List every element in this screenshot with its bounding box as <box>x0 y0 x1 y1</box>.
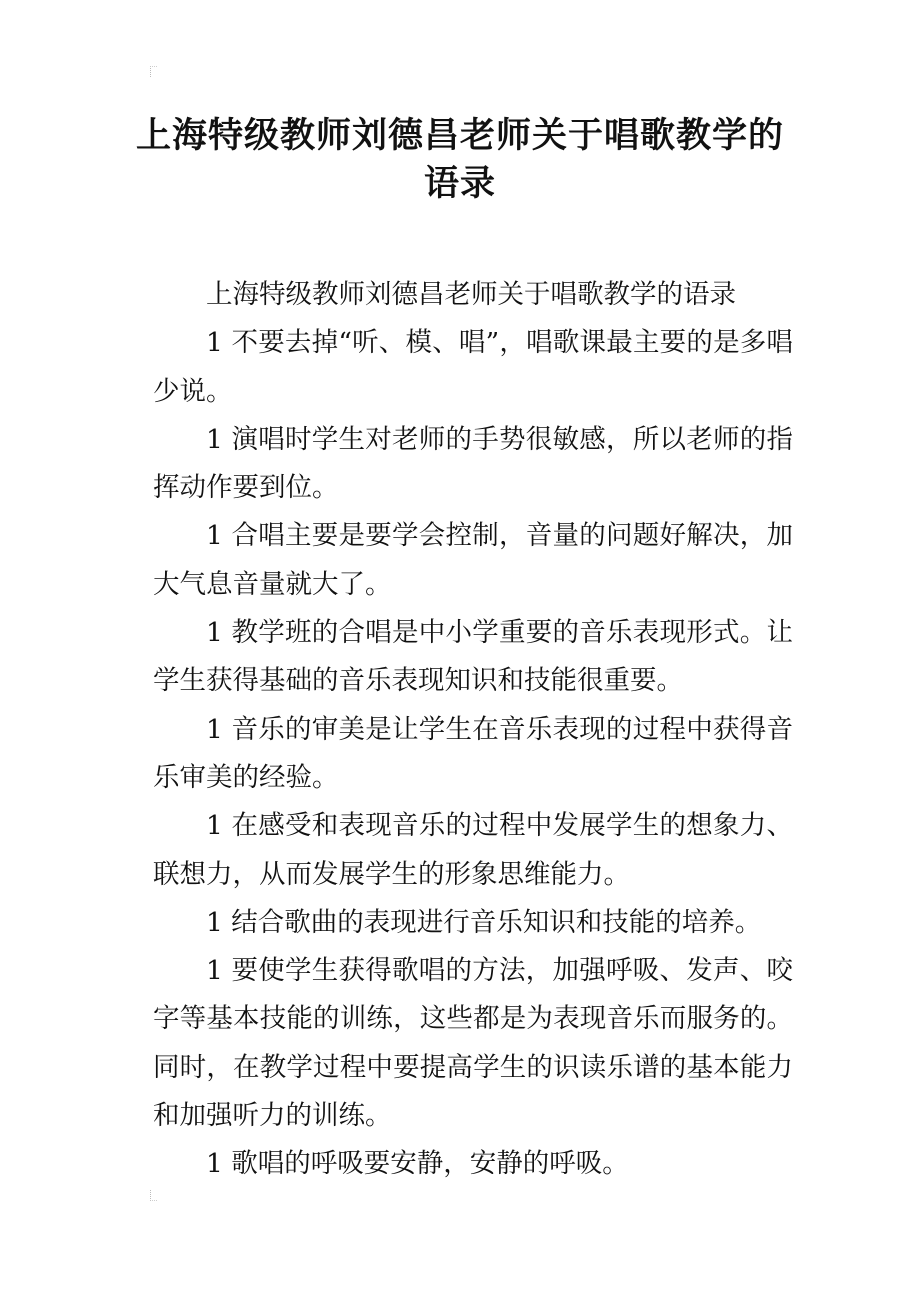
paragraph: 1 歌唱的呼吸要安静，安静的呼吸。 <box>206 1148 629 1180</box>
paragraph: 1 在感受和表现音乐的过程中发展学生的想象力、联想力，从而发展学生的形象思维能力。 <box>153 810 793 890</box>
crop-mark-top <box>150 66 157 77</box>
paragraph: 1 结合歌曲的表现进行音乐知识和技能的培养。 <box>206 906 762 938</box>
paragraph-heading: 上海特级教师刘德昌老师关于唱歌教学的语录 <box>206 279 736 310</box>
document-title: 上海特级教师刘德昌老师关于唱歌教学的语录 <box>135 116 784 204</box>
paragraph: 1 要使学生获得歌唱的方法，加强呼吸、发声、咬字等基本技能的训练，这些都是为表现音乐而服务的。同时，在教学过程中要提高学生的识读乐谱的基本能力和加强听力的训练。 <box>153 955 793 1132</box>
paragraph: 1 音乐的审美是让学生在音乐表现的过程中获得音乐审美的经验。 <box>153 713 793 793</box>
paragraph: 1 合唱主要是要学会控制，音量的问题好解决，加大气息音量就大了。 <box>153 520 793 600</box>
crop-mark-bottom <box>150 1190 157 1201</box>
paragraph: 1 教学班的合唱是中小学重要的音乐表现形式。让学生获得基础的音乐表现知识和技能很重要。 <box>153 617 793 697</box>
paragraph: 1 演唱时学生对老师的手势很敏感，所以老师的指挥动作要到位。 <box>153 423 793 504</box>
document-body <box>153 271 793 1189</box>
paragraph: 1 不要去掉“听、模、唱”，唱歌课最主要的是多唱少说。 <box>153 327 793 407</box>
